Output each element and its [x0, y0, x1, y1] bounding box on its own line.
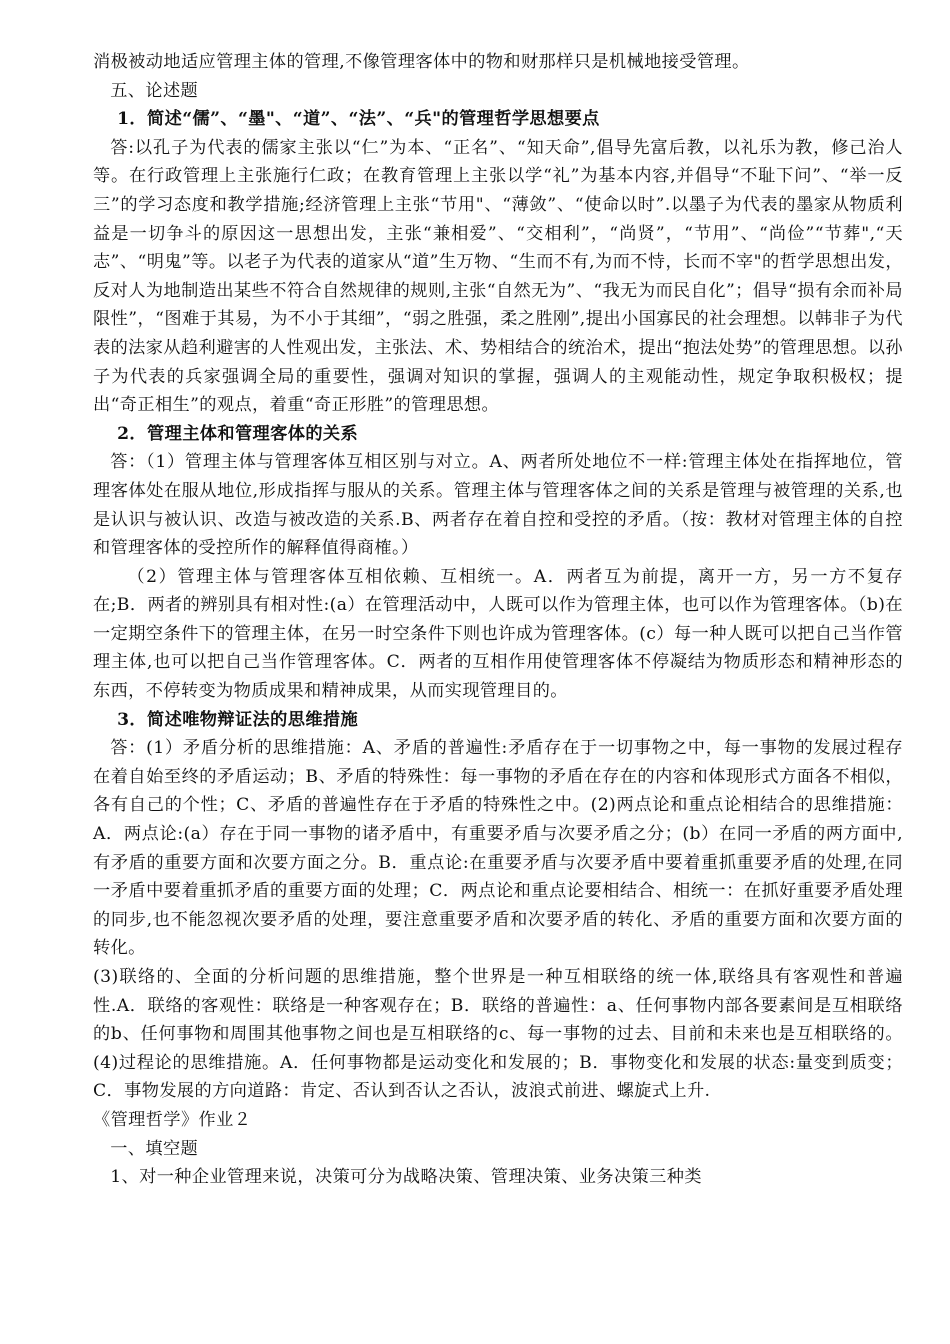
section-heading-fill-blank: 一、填空题 [110, 1138, 199, 1159]
section-heading-essay: 五、论述题 [110, 80, 199, 101]
answer-paragraph-2b: （2）管理主体与管理客体互相依赖、互相统一。A．两者互为前提，离开一方，另一方不复存在;B．两者的辨别具有相对性:(a）在管理活动中，人既可以作为管理主体，也可以作为管理客体。（b)在一定期空条件下的管理主体，在另一时空条件下则也许成为管理客体。(c）每一种人既可以把自己当作管理主体,也可以把自己当作管理客体。C．两者的互相作用使管理客体不停凝结为物质形态和精神形态的东西，不停转变为物质成果和精神成果，从而实现管理目的。 [93, 566, 903, 702]
question-heading-3: 3．简述唯物辩证法的思维措施 [117, 709, 359, 730]
fill-blank-question-1: 1、对一种企业管理来说，决策可分为战略决策、管理决策、业务决策三种类 [110, 1167, 702, 1188]
answer-paragraph-2a: 答：（1）管理主体与管理客体互相区别与对立。A、两者所处地位不一样:管理主体处在指挥地位，管理客体处在服从地位,形成指挥与服从的关系。管理主体与管理客体之间的关系是管理与被管理的关系,也是认识与被认识、改造与被改造的关系.B、两者存在着自控和受控的矛盾。（按：教材对管理主体的自控和管理客体的受控所作的解释值得商榷。） [93, 452, 903, 559]
document-page [93, 48, 903, 1192]
answer-paragraph-1: 答:以孔子为代表的儒家主张以“仁”为本、“正名”、“知天命”,倡导先富后教，以礼乐为教，修己治人等。在行政管理上主张施行仁政；在教育管理上主张以学“礼”为基本内容,并倡导“不耻下问”、“举一反三”的学习态度和教学措施;经济管理上主张“节用"、“薄敛”、“使命以时”.以墨子为代表的墨家从物质利益是一切争斗的原因这一思想出发，主张“兼相爱”、“交相利”，“尚贤”，“节用”、“尚俭”“节葬",“天志”、“明鬼”等。以老子为代表的道家从“道”生万物、“生而不有,为而不恃，长而不宰"的哲学思想出发，反对人为地制造出某些不符合自然规律的规则,主张“自然无为”、“我无为而民自化”；倡导“损有余而补局限性”，“图难于其易，为不小于其细”，“弱之胜强，柔之胜刚”,提出小国寡民的社会理想。以韩非子为代表的法家从趋利避害的人性观出发，主张法、术、势相结合的统治术，提出“抱法处势”的管理思想。以孙子为代表的兵家强调全局的重要性，强调对知识的掌握，强调人的主观能动性，规定争取积极权；提出“奇正相生”的观点，着重“奇正形胜”的管理思想。 [93, 137, 903, 416]
paragraph-intro-tail: 消极被动地适应管理主体的管理,不像管理客体中的物和财那样只是机械地接受管理。 [93, 52, 750, 72]
question-heading-1: 1．简述“儒”、“墨"、“道”、“法”、“兵"的管理哲学思想要点 [117, 109, 600, 130]
answer-paragraph-3a: 答：(1）矛盾分析的思维措施：A、矛盾的普遍性:矛盾存在于一切事物之中，每一事物的发展过程存在着自始至终的矛盾运动；B、矛盾的特殊性：每一事物的矛盾在存在的内容和体现形式方面各不相似，各有自己的个性；C、矛盾的普遍性存在于矛盾的特殊性之中。(2)两点论和重点论相结合的思维措施：A．两点论:(a）存在于同一事物的诸矛盾中，有重要矛盾与次要矛盾之分；(b）在同一矛盾的两方面中,有矛盾的重要方面和次要方面之分。B．重点论:在重要矛盾与次要矛盾中要着重抓重要矛盾的处理,在同一矛盾中要着重抓矛盾的重要方面的处理；C．两点论和重点论要相结合、相统一：在抓好重要矛盾处理的同步,也不能忽视次要矛盾的处理，要注意重要矛盾和次要矛盾的转化、矛盾的重要方面和次要方面的转化。 [93, 738, 903, 959]
answer-paragraph-3b: (3)联络的、全面的分析问题的思维措施，整个世界是一种互相联络的统一体,联络具有客观性和普遍性.A．联络的客观性：联络是一种客观存在；B．联络的普遍性：a、任何事物内部各要素间是互相联络的b、任何事物和周围其他事物之间也是互相联络的c、每一事物的过去、目前和未来也是互相联络的。(4)过程论的思维措施。A．任何事物都是运动变化和发展的；B．事物变化和发展的状态:量变到质变；C．事物发展的方向道路：肯定、否认到否认之否认，波浪式前进、螺旋式上升. [93, 967, 903, 1102]
assignment-title: 《管理哲学》作业２ [93, 1109, 252, 1130]
question-heading-2: 2．管理主体和管理客体的关系 [117, 423, 359, 444]
